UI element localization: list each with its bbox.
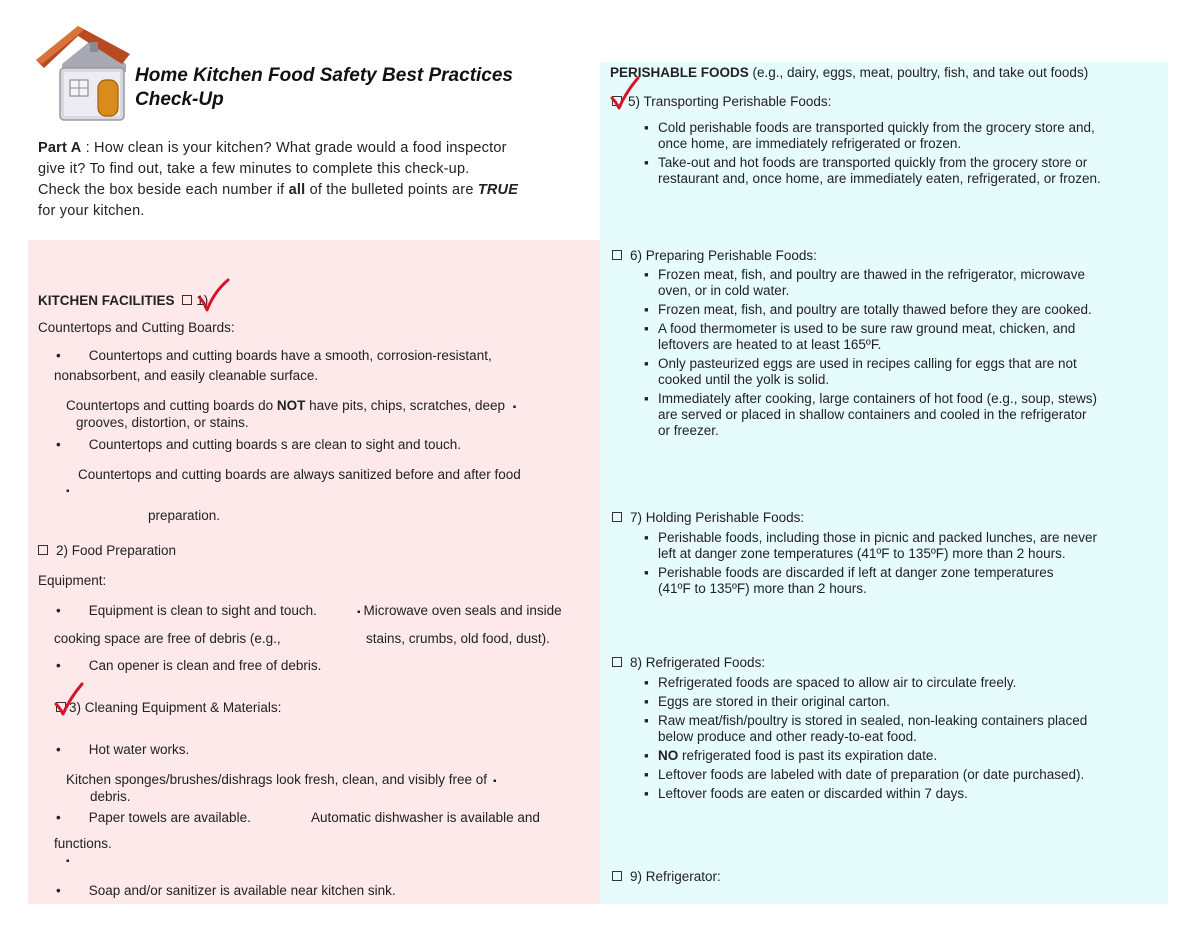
item2-bullet-1: • Equipment is clean to sight and touch. [56,603,317,618]
part-a-label: Part A [38,140,82,156]
item3-bullet-4: Automatic dishwasher is available and [311,810,540,825]
list-item: ▪ Leftover foods are labeled with date of preparation (or date purchased). [644,767,1085,782]
item5-heading: 5) Transporting Perishable Foods: [612,94,831,110]
list-item: ▪ Frozen meat, fish, and poultry are thawed in the refrigerator, microwave oven, or in cold water. [644,267,1085,298]
list-item: ▪ Perishable foods, including those in picnic and packed lunches, are never left at danger zone temperatures (41ºF to 135ºF) more than 2 hours. [644,530,1098,561]
item2-bullet-2-cont-b: stains, crumbs, old food, dust). [366,631,550,646]
item3-bullet-5: • Soap and/or sanitizer is available near kitchen sink. [56,883,396,898]
item8-list [642,675,1162,802]
item1-bullet-1: • Countertops and cutting boards have a smooth, corrosion-resistant, [56,348,492,363]
item7-bullets [642,530,1162,600]
item1-bullet-2: Countertops and cutting boards do NOT have pits, chips, scratches, deep ▪ [66,398,517,413]
list-item: ▪ Frozen meat, fish, and poultry are totally thawed before they are cooked. [644,302,1092,317]
item6-list [642,267,1162,439]
item3-bullet-1: • Hot water works. [56,742,190,757]
list-item: ▪ Eggs are stored in their original carton. [644,694,890,709]
item3-bullet-4-cont: functions. [54,836,112,851]
item7-heading: 7) Holding Perishable Foods: [612,510,804,526]
list-item: ▪ NO refrigerated food is past its expiration date. [644,748,938,763]
item7-checkbox[interactable] [612,512,622,522]
item2-bullet-3: • Can opener is clean and free of debris. [56,658,322,673]
item3-bullet-4-marker: ▪ [66,856,70,867]
list-item: ▪ Immediately after cooking, large containers of hot food (e.g., soup, stews) are served or placed in shallow containers and cooled in the refrigerator or freezer. [644,391,1097,438]
item1-bullet-4-cont: preparation. [148,508,221,523]
item8-checkbox[interactable] [612,657,622,667]
item8-bullets [642,675,1162,805]
item2-subheading: Equipment: [38,573,107,588]
item2-heading: 2) Food Preparation [38,543,176,559]
item9-heading: 9) Refrigerator: [612,869,721,885]
item6-heading: 6) Preparing Perishable Foods: [612,248,817,264]
item9-checkbox[interactable] [612,871,622,881]
item6-checkbox[interactable] [612,250,622,260]
item5-bullets [642,120,1162,190]
item3-bullet-3: • Paper towels are available. [56,810,251,825]
item3-heading: 3) Cleaning Equipment & Materials: [56,700,281,716]
item2-bullet-2: ▪ Microwave oven seals and inside [357,603,562,618]
part-a-intro [38,138,598,222]
item1-bullet-1-cont: nonabsorbent, and easily cleanable surface. [54,368,319,383]
item7-list [642,530,1162,597]
part-a-line-1: Part A : How clean is your kitchen? What grade would a food inspector [38,140,507,156]
list-item: ▪ Leftover foods are eaten or discarded within 7 days. [644,786,968,801]
perishable-foods-heading: PERISHABLE FOODS (e.g., dairy, eggs, meat, poultry, fish, and take out foods) [610,65,1089,80]
kitchen-facilities-heading: KITCHEN FACILITIES 1) [38,293,209,308]
item1-bullet-4: Countertops and cutting boards are always sanitized before and after food [78,467,521,482]
item1-bullet-4-marker: ▪ [66,486,70,497]
list-item: ▪ Raw meat/fish/poultry is stored in sealed, non-leaking containers placed below produce and other ready-to-eat food. [644,713,1088,744]
title-line-2: Check-Up [135,89,224,110]
part-a-line-4: for your kitchen. [38,203,145,219]
list-item: ▪ Cold perishable foods are transported quickly from the grocery store and, once home, are immediately refrigerated or frozen. [644,120,1095,151]
item1-bullet-3: • Countertops and cutting boards s are clean to sight and touch. [56,437,461,452]
list-item: ▪ Refrigerated foods are spaced to allow air to circulate freely. [644,675,1017,690]
checkmark-icon [610,76,642,110]
item1-bullet-2-cont: grooves, distortion, or stains. [76,415,249,430]
item1-subheading: Countertops and Cutting Boards: [38,320,235,335]
item8-heading: 8) Refrigerated Foods: [612,655,765,671]
title-line-1: Home Kitchen Food Safety Best Practices [135,65,513,86]
checkmark-icon [198,278,230,312]
list-item: ▪ Only pasteurized eggs are used in recipes calling for eggs that are not cooked until the yolk is solid. [644,356,1077,387]
item2-bullet-2-cont-a: cooking space are free of debris (e.g., [54,631,281,646]
house-icon [34,24,134,124]
list-item: ▪ Take-out and hot foods are transported quickly from the grocery store or restaurant and, once home, are immediately eaten, refrigerated, or frozen. [644,155,1101,186]
item3-bullet-2-cont: debris. [90,789,131,804]
list-item: ▪ Perishable foods are discarded if left at danger zone temperatures (41ºF to 135ºF) more than 2 hours. [644,565,1054,596]
item2-checkbox[interactable] [38,545,48,555]
part-a-line-2: give it? To find out, take a few minutes to complete this check-up. [38,161,470,177]
checkmark-icon [54,682,86,716]
item1-checkbox[interactable] [182,295,192,305]
part-a-line-3: Check the box beside each number if all of the bulleted points are TRUE [38,182,519,198]
item5-list [642,120,1162,187]
item6-bullets [642,267,1162,442]
item3-bullet-2: Kitchen sponges/brushes/dishrags look fresh, clean, and visibly free of ▪ [66,772,497,787]
page-title [135,64,513,112]
list-item: ▪ A food thermometer is used to be sure raw ground meat, chicken, and leftovers are heated to at least 165ºF. [644,321,1076,352]
